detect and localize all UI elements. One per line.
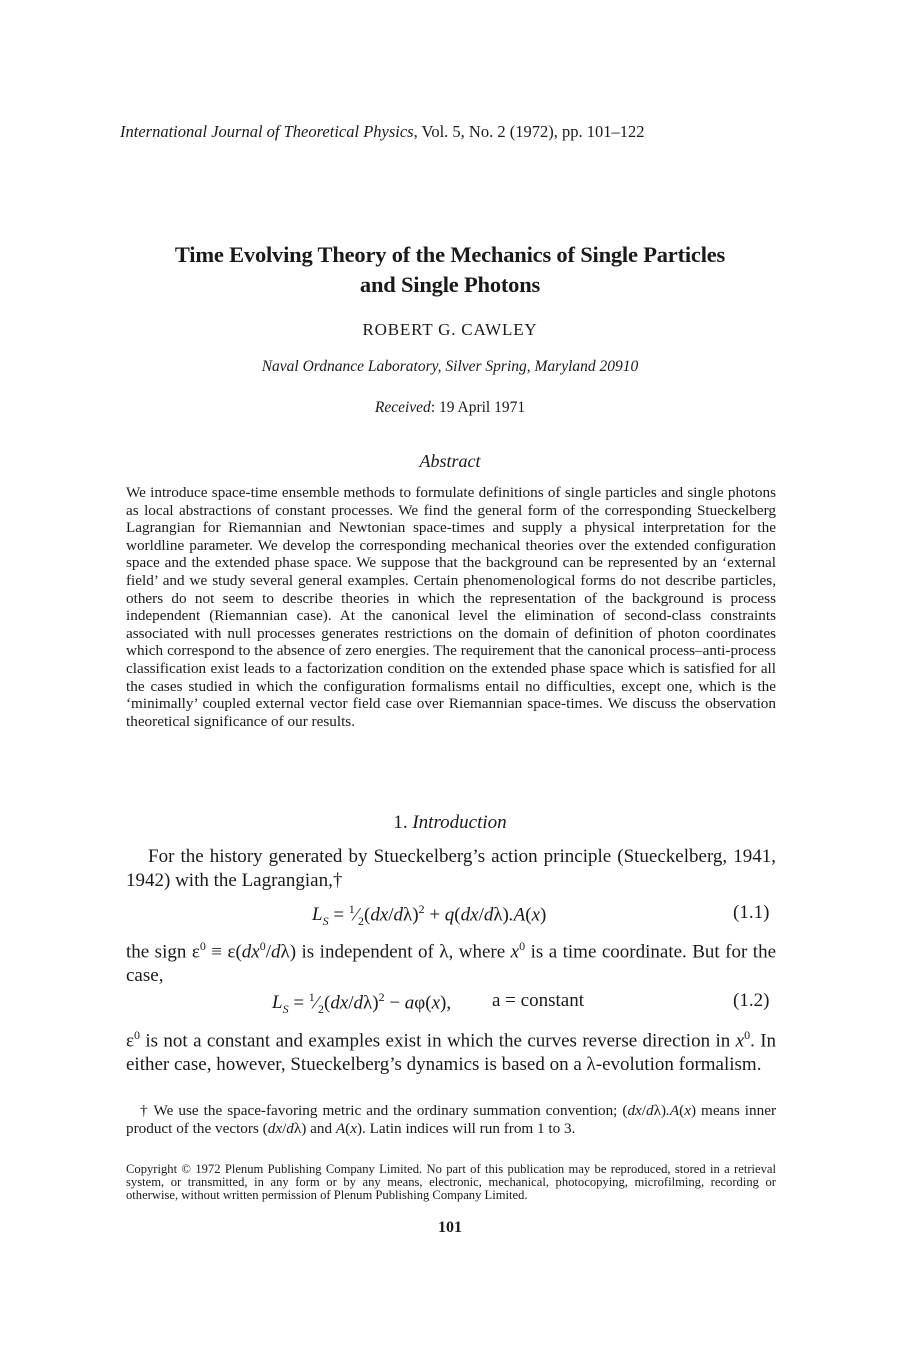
abstract-text: We introduce space-time ensemble methods to formulate definitions of single particles and single photons as local abstractions of constant processes. We find the general form of the corresponding Stueckelberg Lagrangian for Riemannian and Newtonian space-times and supply a physical interpretation for the worldline parameter. We develop the corresponding mechanical theories over the extended configuration space and the extended phase space. We suppose that the background can be represented by an ‘external field’ and we study several general examples. Certain phenomenological forms do not describe particles, others do not seem to describe theories in which the representation of the background is process independent (Riemannian case). At the canonical level the elimination of second-class constraints associated with null processes generates restrictions on the domain of definition of photon coordinates which correspond to the absence of zero energies. The requirement that the canonical process–anti-process classification exist leads to a factorization condition on the extended phase space which is satisfied for all the cases studied in which the configuration formalisms entail no difficulties, except one, which is the ‘minimally’ coupled external vector field case over Riemannian space-times. We discuss the observation theoretical significance of our results. bbox=[126, 484, 776, 730]
received-value: : 19 April 1971 bbox=[430, 399, 526, 416]
intro-text-3a: is not a constant and examples exist in which the curves reverse direction in bbox=[145, 1030, 731, 1052]
page-number: 101 bbox=[438, 1219, 462, 1236]
journal-volume: , Vol. 5, No. 2 (1972), pp. 101–122 bbox=[413, 122, 645, 141]
copyright-notice: Copyright © 1972 Plenum Publishing Company Limited. No part of this publication may be reproduced, stored in a retrieval system, or transmitted, in any form or by any means, electronic, mechanical, photocopying, microfilming, recording or otherwise, without written permission of Plenum Publishing Company Limited. bbox=[126, 1162, 776, 1202]
paper-title bbox=[100, 240, 800, 300]
footnote-text-a: We use the space-favoring metric and the ordinary summation convention; bbox=[153, 1102, 618, 1119]
intro-text-2a: the sign bbox=[126, 941, 187, 963]
intro-text-1: For the history generated by Stueckelberg’s action principle (Stueckelberg, 1941, 1942) with the Lagrangian,† bbox=[126, 846, 776, 891]
section-title: Introduction bbox=[412, 812, 507, 833]
intro-text-3c: -evolution formalism. bbox=[595, 1053, 762, 1075]
journal-name: International Journal of Theoretical Physics bbox=[120, 122, 414, 141]
received-date bbox=[100, 399, 800, 417]
equation-1-2: $L_S$ = $^1⁄_2(dx/d\lambda)^2 - a\varphi(x)$, bbox=[272, 990, 452, 1017]
affiliation: Naval Ordnance Laboratory, Silver Spring, Maryland 20910 bbox=[261, 358, 639, 375]
intro-paragraph-3: $\varepsilon^0$ is not a constant and examples exist in which the curves reverse direction in $x^0$. In either case, however, Stueckelberg’s dynamics is based on a λ-evolution formalism. bbox=[126, 1028, 777, 1075]
title-line-1: Time Evolving Theory of the Mechanics of Single Particles bbox=[174, 242, 726, 267]
equation-1-1-number: (1.1) bbox=[733, 902, 770, 923]
equation-1-2-constant: a = constant bbox=[492, 990, 584, 1011]
title-line-2: and Single Photons bbox=[359, 272, 541, 297]
footnote: † We use the space-favoring metric and the ordinary summation convention; (dx/dλ).A(x) means inner product of the vectors (dx/dλ) and A(x). Latin indices will run from 1 to 3. bbox=[126, 1102, 777, 1137]
intro-paragraph-1 bbox=[126, 845, 776, 892]
abstract-heading: Abstract bbox=[419, 451, 481, 471]
section-heading bbox=[100, 812, 800, 834]
section-number: 1. bbox=[393, 812, 408, 833]
intro-text-2c: , where bbox=[448, 941, 506, 963]
footnote-text-b: means inner product of the vectors bbox=[126, 1102, 777, 1137]
intro-text-3b: . In either case, however, Stueckelberg’s dynamics is based on a bbox=[126, 1030, 777, 1075]
footnote-text-d: . Latin indices will run from 1 to 3. bbox=[362, 1119, 576, 1137]
intro-paragraph-2: the sign $\varepsilon^0 \equiv \varepsilon(dx^0/d\lambda)$ is independent of λ, where $x^0$ is a time coordinate. But for the case, bbox=[126, 939, 777, 986]
equation-1-2-number: (1.2) bbox=[733, 990, 770, 1011]
journal-citation bbox=[120, 122, 644, 142]
footnote-marker: † bbox=[140, 1102, 149, 1119]
footnote-text-c: and bbox=[310, 1119, 333, 1137]
received-label: Received bbox=[374, 399, 431, 416]
intro-text-2d: is a time coordinate. But for the case, bbox=[126, 941, 777, 986]
equation-1-1: $L_S$ = $^1⁄_2(dx/d\lambda)^2 + q(dx/d\lambda).A(x)$ bbox=[312, 902, 547, 929]
intro-text-2b: is independent of bbox=[301, 941, 434, 963]
author: ROBERT G. CAWLEY bbox=[362, 320, 538, 339]
